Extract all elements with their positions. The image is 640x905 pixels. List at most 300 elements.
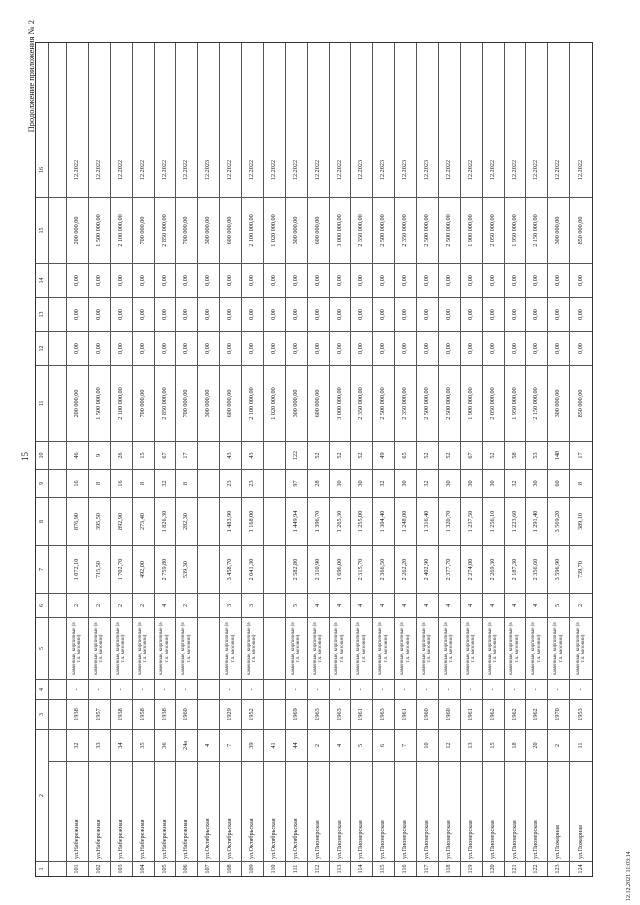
column-header: 11 — [36, 365, 48, 441]
cell-c8: 876,90 — [67, 497, 88, 545]
cell-c16: 12.2022 — [160, 159, 168, 181]
cell-street: ул.Пожарная — [570, 761, 592, 861]
cell-c7: 2 759,80 — [155, 545, 176, 593]
cell-c14: 0,00 — [570, 263, 592, 297]
cell-house: 2 — [308, 729, 329, 761]
table-row — [155, 43, 177, 876]
cell-c16: 12.2022 — [269, 159, 277, 181]
column-header: 7 — [36, 545, 48, 593]
column-header: 1 — [36, 861, 48, 876]
table-row — [220, 43, 242, 876]
column-header: 6 — [36, 593, 48, 617]
table-row — [264, 43, 286, 876]
cell-n: 118 — [439, 861, 460, 876]
cell-c10: 52 — [483, 441, 504, 469]
cell-c4: - — [439, 679, 460, 699]
cell-c4: - — [67, 679, 88, 699]
cell-c15: 300 000,00 — [198, 197, 219, 263]
cell-c12: 0,00 — [330, 331, 351, 365]
cell-c14: 0,00 — [395, 263, 416, 297]
cell-c6: 2 — [89, 593, 110, 617]
cell-street: ул.Набережная — [155, 761, 176, 861]
cell-c10: 17 — [570, 441, 592, 469]
cell-year: 1953 — [570, 699, 592, 729]
cell-c14: 0,00 — [548, 263, 569, 297]
cell-c7: 2 356,60 — [526, 545, 547, 593]
column-header: 8 — [36, 497, 48, 545]
blank-cell — [49, 861, 66, 876]
cell-c6: 2 — [570, 593, 592, 617]
cell-c6 — [264, 593, 285, 617]
cell-c11: 850 000,00 — [570, 365, 592, 441]
cell-type: каменные, кирпичные (в т.ч. мезонин) — [373, 617, 394, 679]
cell-c9: 8 — [89, 469, 110, 497]
table-row — [286, 43, 308, 876]
cell-c8: 3 569,20 — [548, 497, 569, 545]
cell-c15: 2 850 000,00 — [155, 197, 176, 263]
cell-c7: 2 377,70 — [439, 545, 460, 593]
cell-c14: 0,00 — [330, 263, 351, 297]
cell-c9: 30 — [483, 469, 504, 497]
blank-cell — [49, 617, 66, 679]
cell-c9 — [198, 469, 219, 497]
cell-street: ул.Набережная — [176, 761, 197, 861]
cell-house: 4 — [330, 729, 351, 761]
cell-c4 — [198, 679, 219, 699]
cell-street: ул.Пионерская — [439, 761, 460, 861]
cell-c11: 2 850 000,00 — [155, 365, 176, 441]
cell-c11: 600 000,00 — [308, 365, 329, 441]
cell-house: 18 — [505, 729, 526, 761]
cell-c12: 0,00 — [67, 331, 88, 365]
cell-c8: 1 304,40 — [373, 497, 394, 545]
cell-c15: 2 100 000,00 — [111, 197, 132, 263]
cell-c15: 2 050 000,00 — [483, 197, 504, 263]
cell-c4: - — [373, 679, 394, 699]
cell-house: 11 — [570, 729, 592, 761]
cell-type: каменные, кирпичные (в т.ч. мезонин) — [286, 617, 307, 679]
cell-c14: 0,00 — [155, 263, 176, 297]
cell-house: 6 — [373, 729, 394, 761]
cell-c4: - — [242, 679, 263, 699]
cell-c6: 4 — [395, 593, 416, 617]
cell-c16: 12.2022 — [94, 159, 102, 181]
cell-c16: 12.2022 — [116, 159, 124, 181]
cell-n: 122 — [526, 861, 547, 876]
cell-n: 117 — [417, 861, 438, 876]
cell-house: 13 — [461, 729, 482, 761]
cell-house: 34 — [111, 729, 132, 761]
cell-c8: 1 255,00 — [351, 497, 372, 545]
cell-street: ул.Пожарная — [548, 761, 569, 861]
cell-c16: 12.2022 — [488, 159, 496, 181]
cell-c8 — [264, 497, 285, 545]
cell-year: 1960 — [439, 699, 460, 729]
cell-c11: 2 150 000,00 — [526, 365, 547, 441]
column-header: 14 — [36, 263, 48, 297]
cell-c4 — [264, 679, 285, 699]
cell-c10: 58 — [505, 441, 526, 469]
cell-house: 15 — [483, 729, 504, 761]
cell-c8: 1 826,30 — [155, 497, 176, 545]
column-header: 4 — [36, 679, 48, 699]
cell-type: каменные, кирпичные (в т.ч. мезонин) — [439, 617, 460, 679]
cell-c6: 4 — [155, 593, 176, 617]
cell-c13: 0,00 — [548, 297, 569, 331]
cell-n: 114 — [351, 861, 372, 876]
cell-c8: 892,90 — [111, 497, 132, 545]
cell-c14: 0,00 — [111, 263, 132, 297]
cell-c9: 16 — [67, 469, 88, 497]
cell-c14: 0,00 — [308, 263, 329, 297]
cell-c15: 850 000,00 — [570, 197, 592, 263]
cell-c9: 23 — [242, 469, 263, 497]
cell-c7: 1 696,00 — [330, 545, 351, 593]
cell-c7: 3 458,70 — [220, 545, 241, 593]
cell-c10: 52 — [351, 441, 372, 469]
cell-c4: - — [505, 679, 526, 699]
cell-c10: 46 — [67, 441, 88, 469]
table-header-row — [36, 43, 49, 876]
cell-c11: 300 000,00 — [548, 365, 569, 441]
cell-c4: - — [308, 679, 329, 699]
cell-c4: - — [461, 679, 482, 699]
cell-year: 1963 — [373, 699, 394, 729]
cell-n: 106 — [176, 861, 197, 876]
cell-c7: 2 366,50 — [373, 545, 394, 593]
cell-c10: 52 — [417, 441, 438, 469]
cell-c6: 4 — [373, 593, 394, 617]
blank-cell — [49, 699, 66, 729]
cell-c12: 0,00 — [198, 331, 219, 365]
cell-type: каменные, кирпичные (в т.ч. мезонин) — [505, 617, 526, 679]
cell-street: ул.Пионерская — [373, 761, 394, 861]
table-row — [483, 43, 505, 876]
cell-c16: 12.2022 — [182, 159, 190, 181]
cell-c15: 300 000,00 — [548, 197, 569, 263]
cell-c7: 1 072,10 — [67, 545, 88, 593]
table-row — [395, 43, 417, 876]
table-row — [242, 43, 264, 876]
cell-c8: 1 248,00 — [395, 497, 416, 545]
cell-c12: 0,00 — [111, 331, 132, 365]
cell-c16: 12.2022 — [554, 159, 562, 181]
cell-type: каменные, кирпичные (в т.ч. мезонин) — [133, 617, 154, 679]
cell-c10 — [264, 441, 285, 469]
cell-year: 1970 — [548, 699, 569, 729]
cell-n: 105 — [155, 861, 176, 876]
cell-c12: 0,00 — [461, 331, 482, 365]
cell-c15: 1 900 000,00 — [461, 197, 482, 263]
cell-house: 7 — [220, 729, 241, 761]
cell-c15: 2 350 000,00 — [351, 197, 372, 263]
cell-c12: 0,00 — [417, 331, 438, 365]
cell-c9 — [264, 469, 285, 497]
cell-street: ул.Октябрьская — [198, 761, 219, 861]
cell-c12: 0,00 — [505, 331, 526, 365]
cell-c15: 1 950 000,00 — [505, 197, 526, 263]
cell-type: каменные, кирпичные (в т.ч. мезонин) — [220, 617, 241, 679]
cell-c12: 0,00 — [133, 331, 154, 365]
cell-house: 4 — [198, 729, 219, 761]
cell-c7: 2 269,30 — [483, 545, 504, 593]
cell-n: 119 — [461, 861, 482, 876]
cell-c10: 17 — [176, 441, 197, 469]
blank-cell — [49, 545, 66, 593]
cell-c13: 0,00 — [439, 297, 460, 331]
cell-c15: 3 000 000,00 — [330, 197, 351, 263]
cell-c11: 2 500 000,00 — [373, 365, 394, 441]
cell-year: 1938 — [155, 699, 176, 729]
cell-c9: 30 — [351, 469, 372, 497]
cell-c13: 0,00 — [198, 297, 219, 331]
cell-c16: 12.2022 — [248, 159, 256, 181]
cell-n: 113 — [330, 861, 351, 876]
column-header: 3 — [36, 699, 48, 729]
cell-c9: 30 — [330, 469, 351, 497]
cell-c6: 2 — [133, 593, 154, 617]
cell-c6: 4 — [505, 593, 526, 617]
cell-c6: 4 — [351, 593, 372, 617]
table-row — [198, 43, 220, 876]
cell-c10 — [198, 441, 219, 469]
cell-street: ул.Пионерская — [330, 761, 351, 861]
cell-c4: - — [176, 679, 197, 699]
cell-year: 1962 — [526, 699, 547, 729]
cell-n: 102 — [89, 861, 110, 876]
cell-c10: 65 — [395, 441, 416, 469]
cell-year: 1929 — [220, 699, 241, 729]
cell-c12: 0,00 — [395, 331, 416, 365]
table-row — [351, 43, 373, 876]
cell-c9: 60 — [548, 469, 569, 497]
cell-c4: - — [483, 679, 504, 699]
cell-c8: 1 396,70 — [308, 497, 329, 545]
cell-house: 5 — [351, 729, 372, 761]
cell-c15: 2 150 000,00 — [526, 197, 547, 263]
cell-c7: 2 262,20 — [395, 545, 416, 593]
cell-c13: 0,00 — [308, 297, 329, 331]
cell-c4: - — [570, 679, 592, 699]
cell-year: 1963 — [330, 699, 351, 729]
cell-c12: 0,00 — [570, 331, 592, 365]
cell-year: 1963 — [308, 699, 329, 729]
cell-house: 35 — [133, 729, 154, 761]
cell-street: ул.Октябрьская — [286, 761, 307, 861]
cell-c10: 148 — [548, 441, 569, 469]
cell-c10: 43 — [220, 441, 241, 469]
cell-street: ул.Пионерская — [395, 761, 416, 861]
cell-type: каменные, кирпичные (в т.ч. мезонин) — [570, 617, 592, 679]
cell-c12: 0,00 — [439, 331, 460, 365]
cell-n: 103 — [111, 861, 132, 876]
column-header: 5 — [36, 617, 48, 679]
cell-c13: 0,00 — [89, 297, 110, 331]
cell-type: каменные, кирпичные (в т.ч. мезонин) — [461, 617, 482, 679]
column-header: 10 — [36, 441, 48, 469]
blank-cell — [49, 331, 66, 365]
cell-c13: 0,00 — [570, 297, 592, 331]
cell-c6: 4 — [461, 593, 482, 617]
cell-c16: 12.2022 — [466, 159, 474, 181]
cell-c9: 32 — [373, 469, 394, 497]
cell-type: каменные, кирпичные (в т.ч. мезонин) — [155, 617, 176, 679]
cell-c12: 0,00 — [548, 331, 569, 365]
cell-c4: - — [330, 679, 351, 699]
cell-c11: 3 000 000,00 — [330, 365, 351, 441]
cell-c11: 2 500 000,00 — [417, 365, 438, 441]
cell-c14: 0,00 — [67, 263, 88, 297]
cell-street: ул.Набережная — [67, 761, 88, 861]
cell-c14: 0,00 — [220, 263, 241, 297]
cell-street: ул.Пионерская — [308, 761, 329, 861]
cell-c14: 0,00 — [89, 263, 110, 297]
cell-house: 7 — [395, 729, 416, 761]
page-number: 15 — [20, 452, 30, 461]
cell-c8: 1 265,30 — [330, 497, 351, 545]
footer-timestamp: 12.12.2021 11:03:14 — [626, 851, 632, 901]
blank-cell — [49, 143, 66, 197]
cell-c4: - — [155, 679, 176, 699]
table-subheader-row — [49, 43, 67, 876]
cell-c16: 12.2022 — [138, 159, 146, 181]
cell-c16: 12.2022 — [291, 159, 299, 181]
cell-c13: 0,00 — [395, 297, 416, 331]
cell-n: 101 — [67, 861, 88, 876]
cell-c9: 8 — [176, 469, 197, 497]
table-row — [67, 43, 89, 876]
cell-c14: 0,00 — [198, 263, 219, 297]
cell-house: 10 — [417, 729, 438, 761]
cell-n: 108 — [220, 861, 241, 876]
cell-c15: 2 100 000,00 — [242, 197, 263, 263]
cell-c13: 0,00 — [67, 297, 88, 331]
table-row — [417, 43, 439, 876]
cell-c8: 1 483,90 — [220, 497, 241, 545]
cell-c16: 12.2022 — [335, 159, 343, 181]
cell-year: 1952 — [242, 699, 263, 729]
cell-n: 112 — [308, 861, 329, 876]
cell-n: 120 — [483, 861, 504, 876]
cell-c9: 30 — [461, 469, 482, 497]
cell-n: 115 — [373, 861, 394, 876]
cell-street: ул.Пионерская — [461, 761, 482, 861]
cell-c13: 0,00 — [242, 297, 263, 331]
cell-c8: 389,10 — [570, 497, 592, 545]
cell-house: 32 — [67, 729, 88, 761]
cell-c11: 1 900 000,00 — [461, 365, 482, 441]
blank-cell — [49, 197, 66, 263]
blank-cell — [49, 365, 66, 441]
table-row — [111, 43, 133, 876]
cell-year: 1961 — [395, 699, 416, 729]
cell-c13: 0,00 — [176, 297, 197, 331]
cell-year: 1938 — [67, 699, 88, 729]
cell-c10: 67 — [155, 441, 176, 469]
cell-c11: 2 100 000,00 — [111, 365, 132, 441]
cell-c14: 0,00 — [264, 263, 285, 297]
cell-c6: 2 — [176, 593, 197, 617]
cell-c8: 1 316,40 — [417, 497, 438, 545]
cell-c15: 300 000,00 — [286, 197, 307, 263]
cell-year: 1960 — [417, 699, 438, 729]
cell-year: 1969 — [286, 699, 307, 729]
cell-c12: 0,00 — [89, 331, 110, 365]
cell-c8: 395,50 — [89, 497, 110, 545]
cell-c15: 600 000,00 — [308, 197, 329, 263]
blank-cell — [49, 469, 66, 497]
cell-year: 1962 — [483, 699, 504, 729]
cell-c14: 0,00 — [526, 263, 547, 297]
cell-c6: 4 — [483, 593, 504, 617]
cell-n: 110 — [264, 861, 285, 876]
cell-c11: 2 100 000,00 — [242, 365, 263, 441]
cell-house: 20 — [526, 729, 547, 761]
continuation-label: Продолжение приложения № 2 — [26, 20, 36, 133]
cell-c14: 0,00 — [505, 263, 526, 297]
cell-n: 121 — [505, 861, 526, 876]
cell-c10: 53 — [526, 441, 547, 469]
cell-type: каменные, кирпичные (в т.ч. мезонин) — [111, 617, 132, 679]
cell-c9: 28 — [308, 469, 329, 497]
cell-c8: 1 223,60 — [505, 497, 526, 545]
cell-c15: 1 500 000,00 — [89, 197, 110, 263]
cell-c4: - — [220, 679, 241, 699]
cell-street: ул.Набережная — [89, 761, 110, 861]
cell-c6: 4 — [526, 593, 547, 617]
cell-c13: 0,00 — [526, 297, 547, 331]
cell-house: 36 — [155, 729, 176, 761]
cell-street: ул.Пионерская — [505, 761, 526, 861]
cell-c9: 30 — [395, 469, 416, 497]
blank-cell — [49, 441, 66, 469]
cell-n: 109 — [242, 861, 263, 876]
cell-c15: 700 000,00 — [133, 197, 154, 263]
cell-type: каменные, кирпичные (в т.ч. мезонин) — [483, 617, 504, 679]
cell-street: ул.Пионерская — [417, 761, 438, 861]
cell-c7: 2 274,00 — [461, 545, 482, 593]
cell-type: каменные, кирпичные (в т.ч. мезонин) — [308, 617, 329, 679]
cell-c6: 4 — [308, 593, 329, 617]
cell-c16: 12.2022 — [576, 159, 584, 181]
cell-c16: 12.2023 — [401, 159, 409, 181]
cell-type — [198, 617, 219, 679]
cell-c6: 2 — [111, 593, 132, 617]
cell-c6: 4 — [417, 593, 438, 617]
cell-house: 44 — [286, 729, 307, 761]
cell-c7: 1 702,70 — [111, 545, 132, 593]
cell-c7: 2 402,90 — [417, 545, 438, 593]
cell-c15: 200 000,00 — [67, 197, 88, 263]
cell-c11: 1 950 000,00 — [505, 365, 526, 441]
cell-c9: 32 — [505, 469, 526, 497]
cell-c4: - — [89, 679, 110, 699]
cell-c6: 2 — [67, 593, 88, 617]
cell-c10: 49 — [373, 441, 394, 469]
cell-c13: 0,00 — [155, 297, 176, 331]
cell-c13: 0,00 — [220, 297, 241, 331]
cell-c8: 1 320,70 — [439, 497, 460, 545]
cell-c15: 1 020 000,00 — [264, 197, 285, 263]
cell-c12: 0,00 — [220, 331, 241, 365]
cell-c12: 0,00 — [264, 331, 285, 365]
cell-c7: 739,70 — [570, 545, 592, 593]
cell-c4: - — [286, 679, 307, 699]
cell-c6: 3 — [220, 593, 241, 617]
column-header: 2 — [36, 729, 48, 861]
cell-c16: 12.2022 — [226, 159, 234, 181]
cell-year: 1938 — [111, 699, 132, 729]
